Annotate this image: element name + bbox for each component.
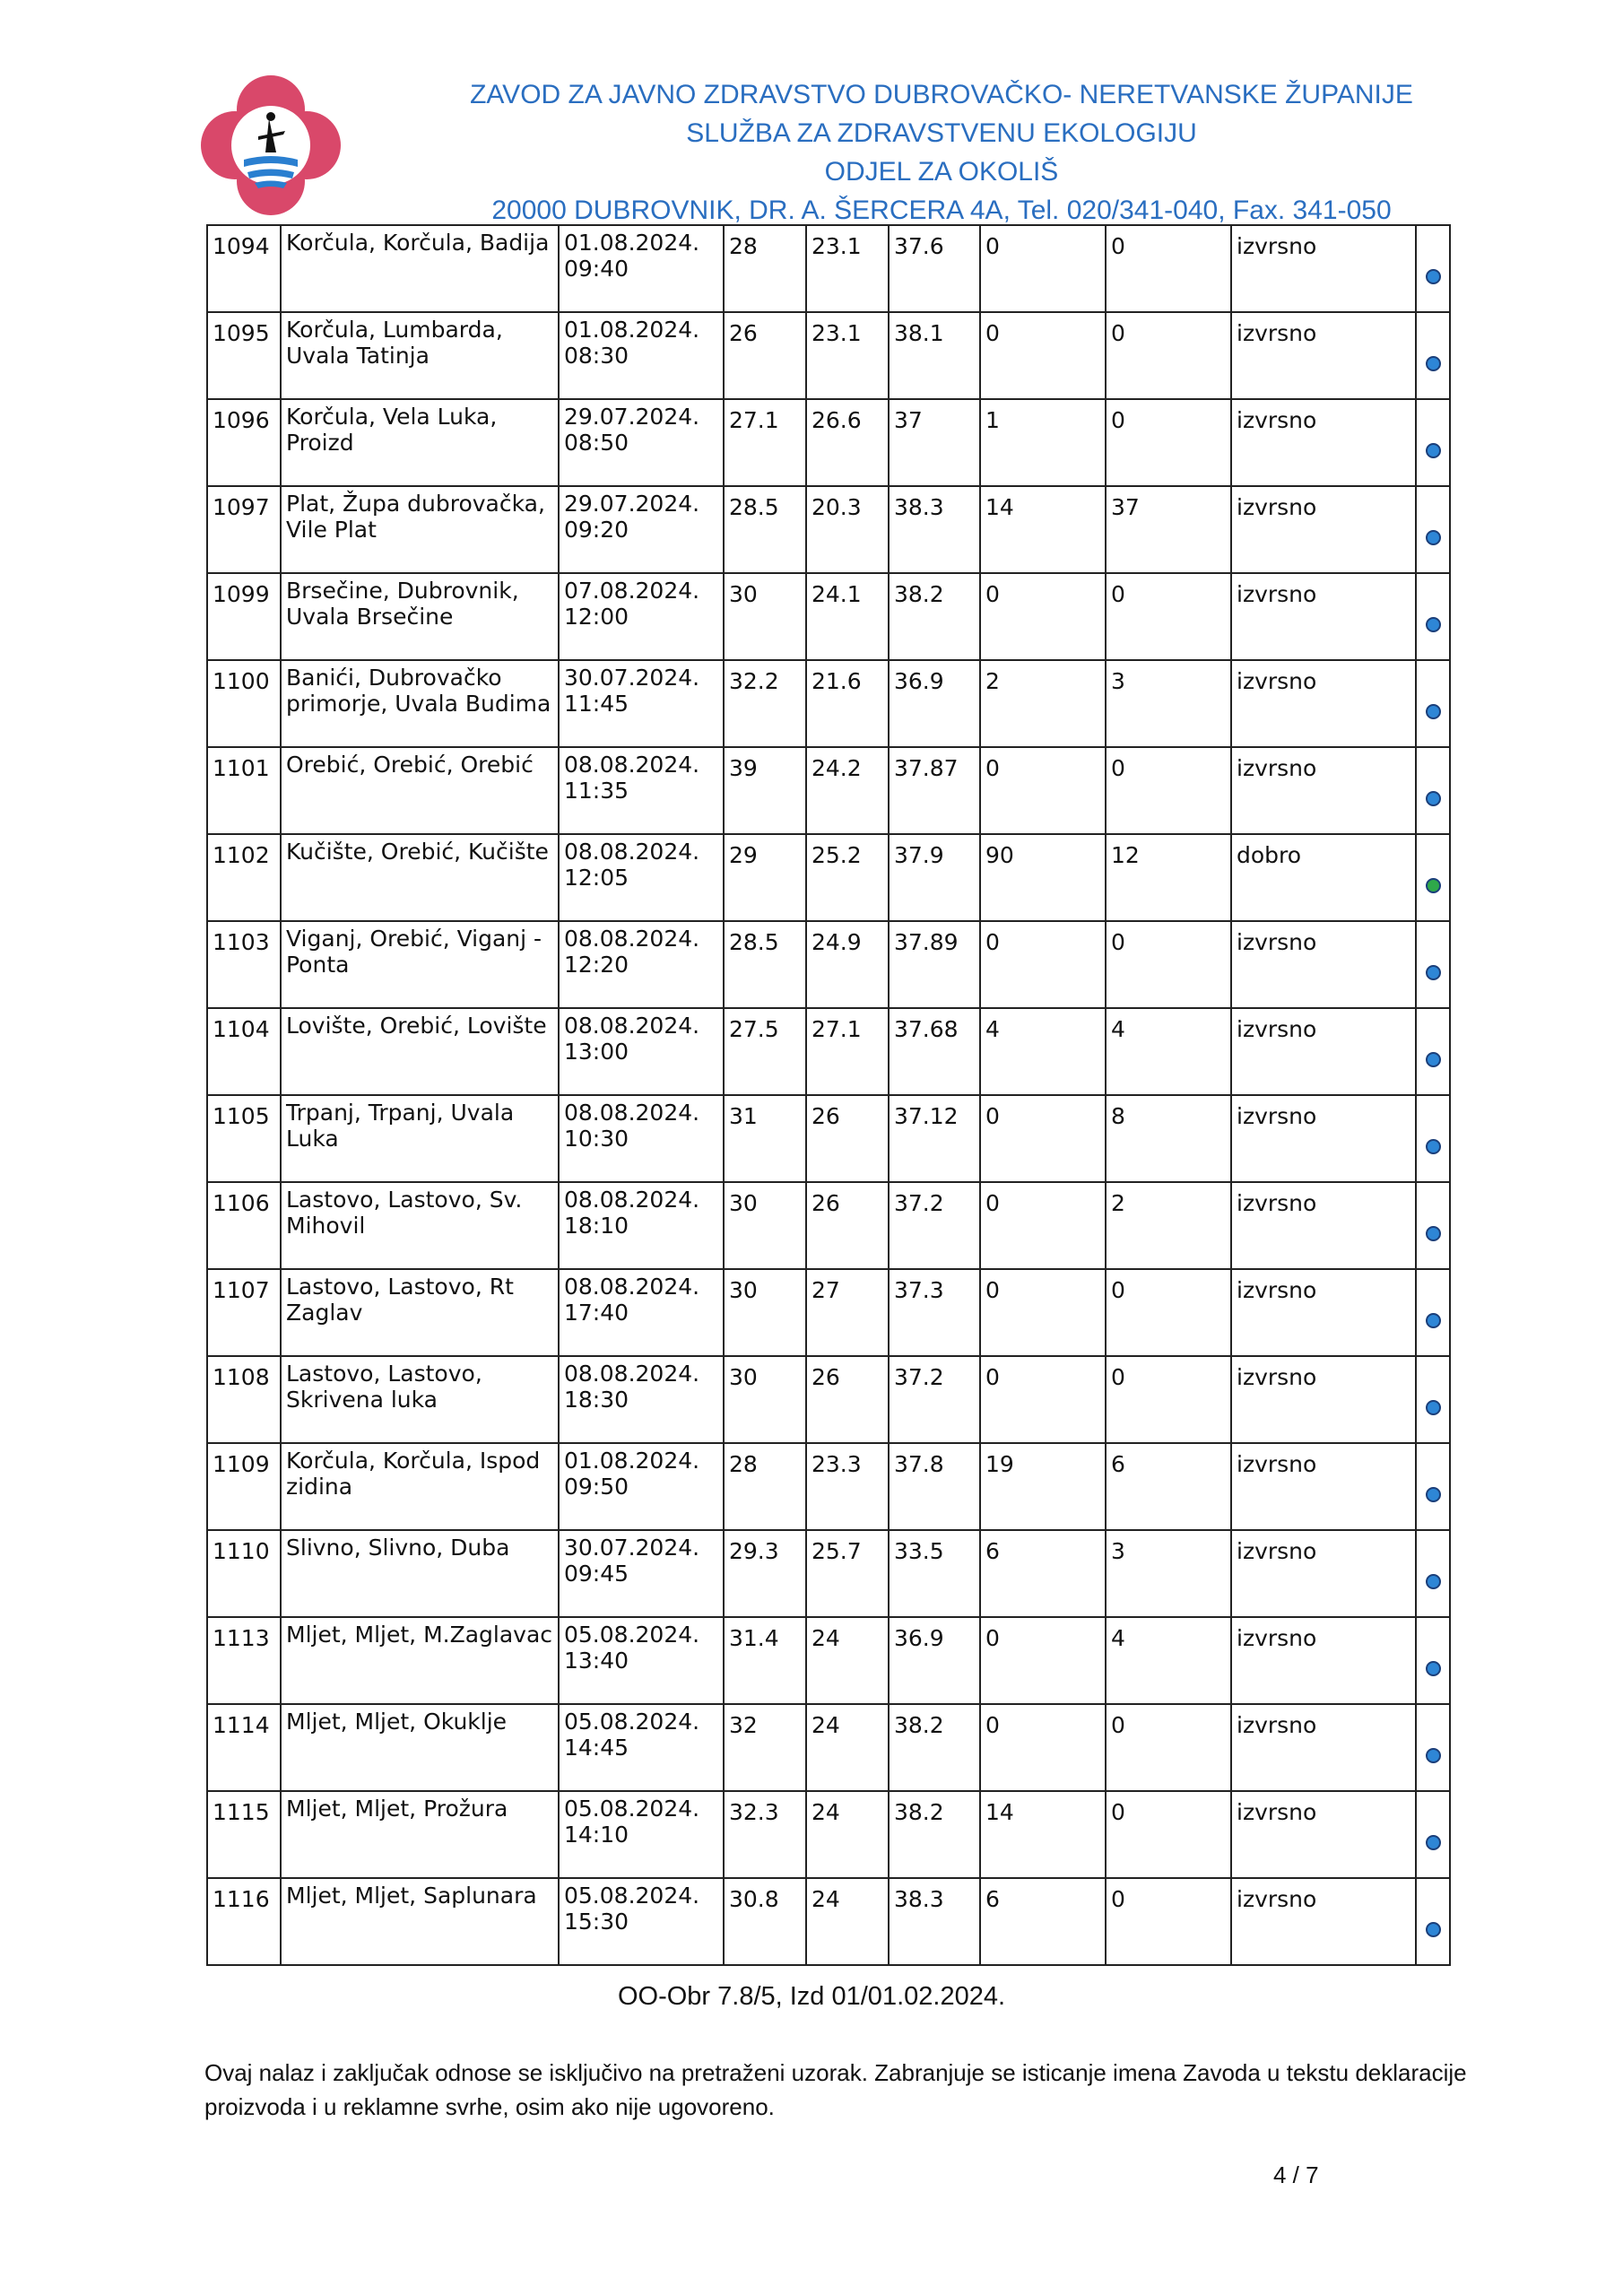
blue-dot-icon: [1426, 1400, 1441, 1415]
value-cell-5: 0: [1106, 1269, 1231, 1356]
location-cell: Kučište, Orebić, Kučište: [281, 834, 559, 921]
sample-time: 15:30: [564, 1909, 629, 1935]
sample-time: 14:10: [564, 1822, 629, 1848]
value-cell-1: 29.3: [724, 1530, 806, 1617]
value-cell-2: 24.2: [806, 747, 889, 834]
rating-cell: izvrsno: [1231, 1095, 1416, 1182]
sample-time: 09:50: [564, 1474, 629, 1500]
value-cell-5: 4: [1106, 1008, 1231, 1095]
value-cell-4: 0: [980, 1095, 1106, 1182]
datetime-cell: [559, 1704, 724, 1791]
sample-time: 13:00: [564, 1039, 629, 1065]
rating-cell: izvrsno: [1231, 660, 1416, 747]
status-cell: [1416, 1443, 1450, 1530]
sample-time: 11:45: [564, 691, 629, 717]
location-cell: Lastovo, Lastovo, Sv. Mihovil: [281, 1182, 559, 1269]
status-cell: [1416, 1878, 1450, 1965]
datetime-cell: [559, 1356, 724, 1443]
status-cell: [1416, 1791, 1450, 1878]
sample-date: 08.08.2024.: [564, 1013, 700, 1039]
rating-cell: izvrsno: [1231, 1356, 1416, 1443]
sample-id: 1115: [207, 1791, 281, 1878]
status-cell: [1416, 1008, 1450, 1095]
value-cell-4: 90: [980, 834, 1106, 921]
rating-cell: izvrsno: [1231, 1182, 1416, 1269]
sample-time: 08:50: [564, 430, 629, 456]
sample-time: 09:20: [564, 517, 629, 543]
rating-cell: izvrsno: [1231, 486, 1416, 573]
location-cell: Viganj, Orebić, Viganj - Ponta: [281, 921, 559, 1008]
rating-cell: dobro: [1231, 834, 1416, 921]
value-cell-5: 0: [1106, 1704, 1231, 1791]
location-cell: Slivno, Slivno, Duba: [281, 1530, 559, 1617]
table-row: [207, 399, 1450, 486]
sample-id: 1114: [207, 1704, 281, 1791]
value-cell-4: 2: [980, 660, 1106, 747]
blue-dot-icon: [1426, 704, 1441, 719]
value-cell-3: 38.2: [889, 1791, 980, 1878]
sample-time: 13:40: [564, 1648, 629, 1674]
value-cell-3: 37.89: [889, 921, 980, 1008]
value-cell-1: 28: [724, 1443, 806, 1530]
rating-cell: izvrsno: [1231, 747, 1416, 834]
sample-id: 1116: [207, 1878, 281, 1965]
sample-id: 1108: [207, 1356, 281, 1443]
value-cell-1: 30: [724, 1182, 806, 1269]
sample-id: 1101: [207, 747, 281, 834]
table-row: [207, 1617, 1450, 1704]
status-cell: [1416, 921, 1450, 1008]
sample-id: 1104: [207, 1008, 281, 1095]
location-cell: Mljet, Mljet, M.Zaglavac: [281, 1617, 559, 1704]
value-cell-3: 37.3: [889, 1269, 980, 1356]
value-cell-1: 30.8: [724, 1878, 806, 1965]
table-row: [207, 921, 1450, 1008]
value-cell-1: 26: [724, 312, 806, 399]
status-cell: [1416, 1356, 1450, 1443]
value-cell-5: 0: [1106, 399, 1231, 486]
value-cell-5: 3: [1106, 1530, 1231, 1617]
results-table: [206, 224, 1451, 1966]
sample-date: 01.08.2024.: [564, 1448, 700, 1474]
blue-dot-icon: [1426, 1052, 1441, 1067]
sample-time: 08:30: [564, 343, 629, 369]
blue-dot-icon: [1426, 1574, 1441, 1589]
value-cell-1: 30: [724, 1269, 806, 1356]
status-cell: [1416, 1182, 1450, 1269]
value-cell-3: 38.1: [889, 312, 980, 399]
value-cell-3: 38.3: [889, 1878, 980, 1965]
sample-time: 12:20: [564, 952, 629, 978]
value-cell-4: 0: [980, 1182, 1106, 1269]
sample-date: 08.08.2024.: [564, 752, 700, 778]
sample-date: 07.08.2024.: [564, 578, 700, 604]
value-cell-4: 0: [980, 573, 1106, 660]
datetime-cell: [559, 1008, 724, 1095]
sample-date: 30.07.2024.: [564, 1535, 700, 1561]
value-cell-2: 26: [806, 1182, 889, 1269]
status-cell: [1416, 399, 1450, 486]
sample-id: 1095: [207, 312, 281, 399]
table-row: [207, 1878, 1450, 1965]
table-row: [207, 1182, 1450, 1269]
status-cell: [1416, 660, 1450, 747]
value-cell-2: 27.1: [806, 1008, 889, 1095]
value-cell-4: 19: [980, 1443, 1106, 1530]
status-cell: [1416, 1269, 1450, 1356]
sample-time: 10:30: [564, 1126, 629, 1152]
blue-dot-icon: [1426, 1661, 1441, 1676]
datetime-cell: [559, 486, 724, 573]
department-name: ODJEL ZA OKOLIŠ: [824, 157, 1059, 187]
value-cell-4: 6: [980, 1530, 1106, 1617]
sample-id: 1103: [207, 921, 281, 1008]
location-cell: Trpanj, Trpanj, Uvala Luka: [281, 1095, 559, 1182]
value-cell-3: 37.68: [889, 1008, 980, 1095]
sample-date: 05.08.2024.: [564, 1883, 700, 1909]
sample-date: 08.08.2024.: [564, 1274, 700, 1300]
status-cell: [1416, 1617, 1450, 1704]
value-cell-2: 21.6: [806, 660, 889, 747]
rating-cell: izvrsno: [1231, 1617, 1416, 1704]
value-cell-5: 37: [1106, 486, 1231, 573]
sample-id: 1094: [207, 225, 281, 312]
value-cell-1: 27.5: [724, 1008, 806, 1095]
value-cell-2: 26: [806, 1095, 889, 1182]
value-cell-5: 4: [1106, 1617, 1231, 1704]
value-cell-1: 28.5: [724, 921, 806, 1008]
form-code: OO-Obr 7.8/5, Izd 01/01.02.2024.: [617, 1982, 1006, 2011]
value-cell-2: 24: [806, 1791, 889, 1878]
sample-time: 11:35: [564, 778, 629, 804]
table-row: [207, 1269, 1450, 1356]
status-cell: [1416, 1095, 1450, 1182]
disclaimer-text: Ovaj nalaz i zaključak odnose se isključivo na pretraženi uzorak. Zabranjuje se isticanje imena Zavoda u tekstu deklaracije proizvoda i u reklamne svrhe, osim ako nije ugovoreno.: [204, 2059, 1467, 2120]
location-cell: Korčula, Korčula, Badija: [281, 225, 559, 312]
blue-dot-icon: [1426, 269, 1441, 284]
rating-cell: izvrsno: [1231, 312, 1416, 399]
sample-date: 08.08.2024.: [564, 926, 700, 952]
sample-date: 29.07.2024.: [564, 491, 700, 517]
sample-id: 1110: [207, 1530, 281, 1617]
value-cell-1: 30: [724, 1356, 806, 1443]
location-cell: Lovište, Orebić, Lovište: [281, 1008, 559, 1095]
value-cell-4: 0: [980, 747, 1106, 834]
value-cell-5: 0: [1106, 921, 1231, 1008]
value-cell-5: 3: [1106, 660, 1231, 747]
value-cell-5: 0: [1106, 312, 1231, 399]
sample-time: 17:40: [564, 1300, 629, 1326]
value-cell-4: 1: [980, 399, 1106, 486]
datetime-cell: [559, 1443, 724, 1530]
value-cell-3: 37.6: [889, 225, 980, 312]
value-cell-5: 0: [1106, 1791, 1231, 1878]
page-number: 4 / 7: [1273, 2161, 1319, 2188]
value-cell-5: 0: [1106, 225, 1231, 312]
status-cell: [1416, 747, 1450, 834]
value-cell-1: 31.4: [724, 1617, 806, 1704]
value-cell-5: 0: [1106, 1356, 1231, 1443]
table-row: [207, 1443, 1450, 1530]
blue-dot-icon: [1426, 617, 1441, 632]
blue-dot-icon: [1426, 1313, 1441, 1328]
value-cell-2: 24: [806, 1617, 889, 1704]
datetime-cell: [559, 225, 724, 312]
datetime-cell: [559, 834, 724, 921]
sample-id: 1113: [207, 1617, 281, 1704]
sample-id: 1097: [207, 486, 281, 573]
sample-date: 29.07.2024.: [564, 404, 700, 430]
rating-cell: izvrsno: [1231, 1443, 1416, 1530]
sample-id: 1096: [207, 399, 281, 486]
status-cell: [1416, 225, 1450, 312]
location-cell: Korčula, Vela Luka, Proizd: [281, 399, 559, 486]
value-cell-5: 12: [1106, 834, 1231, 921]
location-cell: Korčula, Korčula, Ispod zidina: [281, 1443, 559, 1530]
value-cell-3: 38.2: [889, 1704, 980, 1791]
blue-dot-icon: [1426, 356, 1441, 371]
status-cell: [1416, 486, 1450, 573]
value-cell-5: 6: [1106, 1443, 1231, 1530]
sample-date: 08.08.2024.: [564, 1100, 700, 1126]
value-cell-3: 37: [889, 399, 980, 486]
sample-time: 18:30: [564, 1387, 629, 1413]
value-cell-2: 24.1: [806, 573, 889, 660]
value-cell-4: 14: [980, 486, 1106, 573]
value-cell-3: 33.5: [889, 1530, 980, 1617]
table-row: [207, 486, 1450, 573]
value-cell-1: 39: [724, 747, 806, 834]
blue-dot-icon: [1426, 443, 1441, 458]
table-row: [207, 1530, 1450, 1617]
sample-id: 1099: [207, 573, 281, 660]
value-cell-1: 27.1: [724, 399, 806, 486]
sample-time: 14:45: [564, 1735, 629, 1761]
datetime-cell: [559, 747, 724, 834]
value-cell-1: 32.3: [724, 1791, 806, 1878]
blue-dot-icon: [1426, 1835, 1441, 1850]
value-cell-4: 0: [980, 312, 1106, 399]
datetime-cell: [559, 312, 724, 399]
service-name: SLUŽBA ZA ZDRAVSTVENU EKOLOGIJU: [686, 118, 1197, 148]
status-cell: [1416, 312, 1450, 399]
location-cell: Mljet, Mljet, Prožura: [281, 1791, 559, 1878]
value-cell-2: 25.7: [806, 1530, 889, 1617]
sample-time: 09:45: [564, 1561, 629, 1587]
datetime-cell: [559, 1269, 724, 1356]
location-cell: Korčula, Lumbarda, Uvala Tatinja: [281, 312, 559, 399]
value-cell-4: 0: [980, 225, 1106, 312]
location-cell: Plat, Župa dubrovačka, Vile Plat: [281, 486, 559, 573]
value-cell-1: 28: [724, 225, 806, 312]
location-cell: Orebić, Orebić, Orebić: [281, 747, 559, 834]
status-cell: [1416, 1704, 1450, 1791]
value-cell-2: 25.2: [806, 834, 889, 921]
value-cell-2: 23.1: [806, 312, 889, 399]
value-cell-4: 4: [980, 1008, 1106, 1095]
value-cell-2: 24: [806, 1704, 889, 1791]
value-cell-3: 37.9: [889, 834, 980, 921]
datetime-cell: [559, 660, 724, 747]
blue-dot-icon: [1426, 530, 1441, 545]
value-cell-4: 6: [980, 1878, 1106, 1965]
sample-date: 01.08.2024.: [564, 317, 700, 343]
table-row: [207, 1095, 1450, 1182]
green-dot-icon: [1426, 878, 1441, 893]
blue-dot-icon: [1426, 1922, 1441, 1937]
value-cell-3: 38.2: [889, 573, 980, 660]
value-cell-3: 36.9: [889, 660, 980, 747]
blue-dot-icon: [1426, 965, 1441, 980]
table-row: [207, 225, 1450, 312]
blue-dot-icon: [1426, 1139, 1441, 1154]
rating-cell: izvrsno: [1231, 225, 1416, 312]
sample-id: 1105: [207, 1095, 281, 1182]
sample-date: 05.08.2024.: [564, 1709, 700, 1735]
rating-cell: izvrsno: [1231, 921, 1416, 1008]
value-cell-3: 36.9: [889, 1617, 980, 1704]
sample-date: 05.08.2024.: [564, 1622, 700, 1648]
sample-date: 05.08.2024.: [564, 1796, 700, 1822]
datetime-cell: [559, 1182, 724, 1269]
institute-header: [395, 75, 1488, 230]
value-cell-3: 37.8: [889, 1443, 980, 1530]
datetime-cell: [559, 399, 724, 486]
value-cell-4: 0: [980, 1269, 1106, 1356]
datetime-cell: [559, 1617, 724, 1704]
value-cell-4: 0: [980, 1704, 1106, 1791]
sample-id: 1102: [207, 834, 281, 921]
value-cell-5: 0: [1106, 1878, 1231, 1965]
location-cell: Lastovo, Lastovo, Rt Zaglav: [281, 1269, 559, 1356]
value-cell-1: 32: [724, 1704, 806, 1791]
value-cell-2: 26: [806, 1356, 889, 1443]
sample-time: 18:10: [564, 1213, 629, 1239]
value-cell-3: 38.3: [889, 486, 980, 573]
sample-time: 12:00: [564, 604, 629, 630]
datetime-cell: [559, 1530, 724, 1617]
sample-date: 08.08.2024.: [564, 1187, 700, 1213]
blue-dot-icon: [1426, 1226, 1441, 1241]
table-row: [207, 312, 1450, 399]
table-row: [207, 1008, 1450, 1095]
status-cell: [1416, 1530, 1450, 1617]
location-cell: Brsečine, Dubrovnik, Uvala Brsečine: [281, 573, 559, 660]
rating-cell: izvrsno: [1231, 1269, 1416, 1356]
blue-dot-icon: [1426, 1487, 1441, 1502]
rating-cell: izvrsno: [1231, 1791, 1416, 1878]
rating-cell: izvrsno: [1231, 1704, 1416, 1791]
blue-dot-icon: [1426, 1748, 1441, 1763]
table-row: [207, 1356, 1450, 1443]
table-row: [207, 660, 1450, 747]
table-row: [207, 1791, 1450, 1878]
value-cell-3: 37.87: [889, 747, 980, 834]
table-row: [207, 1704, 1450, 1791]
status-cell: [1416, 573, 1450, 660]
datetime-cell: [559, 1095, 724, 1182]
sample-time: 12:05: [564, 865, 629, 891]
value-cell-4: 14: [980, 1791, 1106, 1878]
datetime-cell: [559, 573, 724, 660]
value-cell-3: 37.12: [889, 1095, 980, 1182]
value-cell-4: 0: [980, 921, 1106, 1008]
rating-cell: izvrsno: [1231, 1008, 1416, 1095]
value-cell-2: 24: [806, 1878, 889, 1965]
value-cell-4: 0: [980, 1617, 1106, 1704]
value-cell-2: 23.3: [806, 1443, 889, 1530]
rating-cell: izvrsno: [1231, 1878, 1416, 1965]
rating-cell: izvrsno: [1231, 1530, 1416, 1617]
value-cell-2: 20.3: [806, 486, 889, 573]
value-cell-2: 24.9: [806, 921, 889, 1008]
sample-id: 1107: [207, 1269, 281, 1356]
value-cell-5: 0: [1106, 747, 1231, 834]
sample-date: 08.08.2024.: [564, 839, 700, 865]
sample-date: 08.08.2024.: [564, 1361, 700, 1387]
value-cell-5: 0: [1106, 573, 1231, 660]
value-cell-4: 0: [980, 1356, 1106, 1443]
value-cell-5: 2: [1106, 1182, 1231, 1269]
value-cell-1: 31: [724, 1095, 806, 1182]
value-cell-2: 23.1: [806, 225, 889, 312]
value-cell-5: 8: [1106, 1095, 1231, 1182]
sample-date: 01.08.2024.: [564, 230, 700, 256]
datetime-cell: [559, 921, 724, 1008]
value-cell-3: 37.2: [889, 1182, 980, 1269]
blue-dot-icon: [1426, 791, 1441, 806]
value-cell-2: 27: [806, 1269, 889, 1356]
location-cell: Mljet, Mljet, Okuklje: [281, 1704, 559, 1791]
value-cell-1: 30: [724, 573, 806, 660]
sample-id: 1109: [207, 1443, 281, 1530]
sample-time: 09:40: [564, 256, 629, 282]
value-cell-1: 29: [724, 834, 806, 921]
sample-id: 1100: [207, 660, 281, 747]
rating-cell: izvrsno: [1231, 573, 1416, 660]
sample-id: 1106: [207, 1182, 281, 1269]
table-row: [207, 834, 1450, 921]
institute-address: 20000 DUBROVNIK, DR. A. ŠERCERA 4A, Tel. 020/341-040, Fax. 341-050: [491, 196, 1392, 225]
datetime-cell: [559, 1791, 724, 1878]
value-cell-1: 32.2: [724, 660, 806, 747]
sample-date: 30.07.2024.: [564, 665, 700, 691]
institute-name: ZAVOD ZA JAVNO ZDRAVSTVO DUBROVAČKO- NERETVANSKE ŽUPANIJE: [470, 80, 1413, 109]
table-row: [207, 747, 1450, 834]
datetime-cell: [559, 1878, 724, 1965]
rating-cell: izvrsno: [1231, 399, 1416, 486]
value-cell-3: 37.2: [889, 1356, 980, 1443]
value-cell-2: 26.6: [806, 399, 889, 486]
table-row: [207, 573, 1450, 660]
status-cell: [1416, 834, 1450, 921]
location-cell: Mljet, Mljet, Saplunara: [281, 1878, 559, 1965]
value-cell-1: 28.5: [724, 486, 806, 573]
institute-logo: [199, 74, 343, 217]
location-cell: Lastovo, Lastovo, Skrivena luka: [281, 1356, 559, 1443]
location-cell: Banići, Dubrovačko primorje, Uvala Budima: [281, 660, 559, 747]
